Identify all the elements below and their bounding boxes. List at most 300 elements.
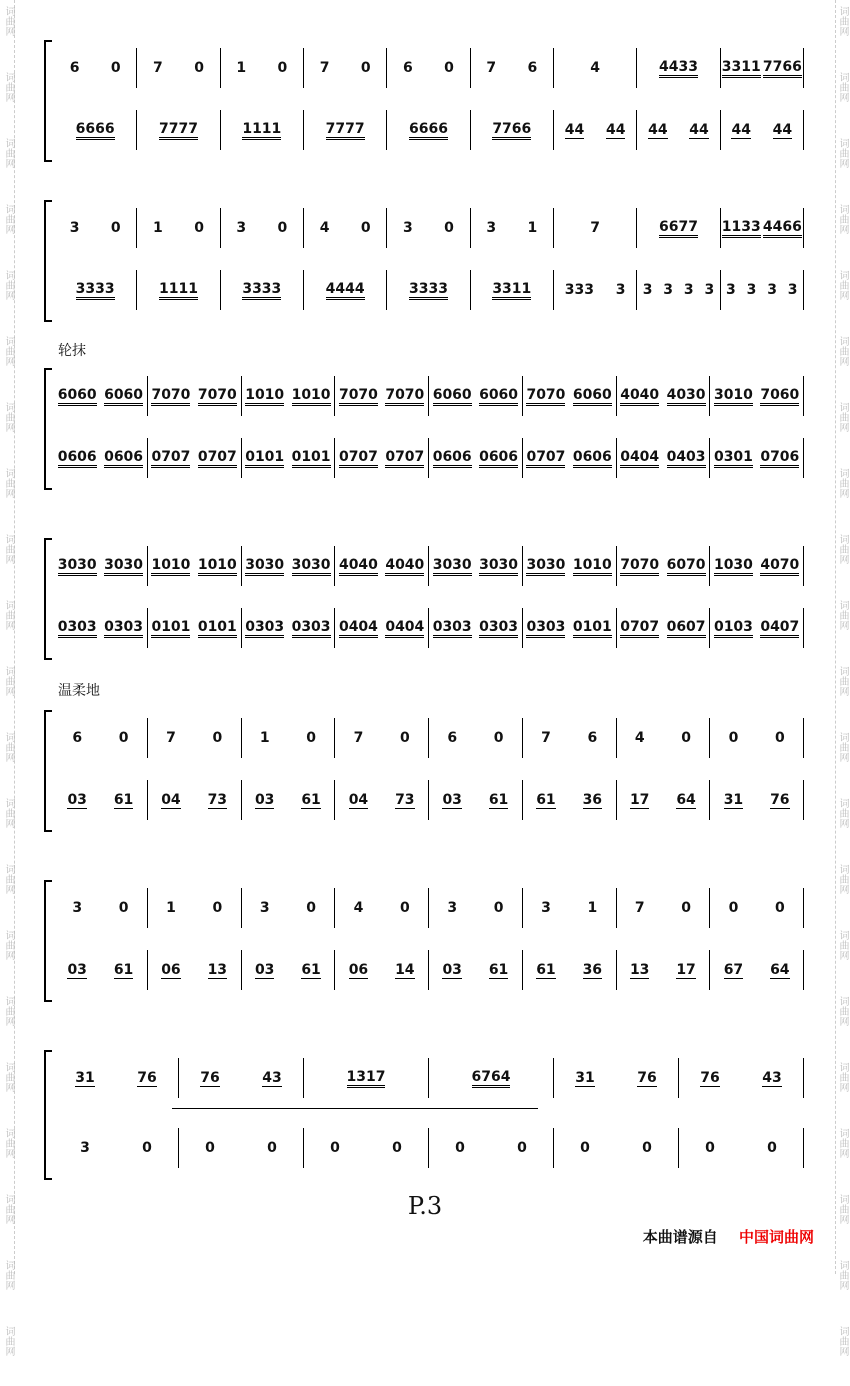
note-group: 4 — [319, 220, 330, 236]
note-group: 43 — [262, 1069, 282, 1086]
note-group: 0 — [493, 900, 504, 916]
note-group: 44 — [772, 121, 793, 138]
measure — [137, 270, 220, 310]
system-brace — [44, 1050, 52, 1180]
note-group: 3 — [403, 220, 413, 236]
note-group: 333 — [564, 282, 595, 298]
note-group: 0707 — [339, 449, 378, 468]
note-group: 0 — [212, 730, 223, 746]
measure — [335, 718, 429, 758]
measure — [471, 48, 554, 88]
technique-label-lunmo: 轮抹 — [58, 343, 86, 359]
note-group: 0 — [306, 900, 316, 916]
note-group: 1010 — [198, 557, 237, 576]
staff-upper — [54, 718, 804, 758]
measure — [137, 110, 220, 150]
note-group: 04 — [348, 791, 369, 808]
measure — [304, 110, 387, 150]
watermark-text: 词曲网 — [837, 1062, 848, 1092]
watermark-text: 词曲网 — [837, 1194, 848, 1224]
measure — [429, 546, 523, 586]
note-group: 6 — [587, 730, 598, 746]
note-group: 0103 — [714, 619, 753, 638]
staff-lower — [54, 110, 804, 150]
note-group: 76 — [700, 1069, 720, 1086]
note-group: 1 — [527, 220, 538, 236]
system-brace — [44, 200, 52, 322]
score-system — [44, 368, 804, 486]
measure — [523, 608, 617, 648]
note-group: 0 — [681, 900, 691, 916]
note-group: 0 — [194, 60, 204, 76]
measure — [617, 950, 711, 990]
watermark-text: 词曲网 — [837, 72, 848, 102]
note-group: 36 — [582, 961, 603, 978]
measure — [523, 950, 617, 990]
note-group: 0303 — [292, 619, 331, 638]
watermark-text: 词曲网 — [837, 996, 848, 1026]
note-group: 0707 — [526, 449, 565, 468]
note-group: 44 — [689, 121, 709, 138]
note-group: 3333 — [76, 281, 115, 300]
measure — [710, 546, 804, 586]
note-group: 3 — [683, 282, 694, 298]
note-group: 0 — [330, 1140, 340, 1156]
note-group: 0 — [455, 1140, 465, 1156]
measure — [523, 780, 617, 820]
note-group: 3 — [704, 282, 715, 298]
measure — [523, 888, 617, 928]
measure — [179, 1128, 304, 1168]
score-system — [44, 538, 804, 656]
note-group: 0606 — [573, 449, 612, 468]
watermark-text: 词曲网 — [837, 798, 848, 828]
staff-upper — [54, 376, 804, 416]
note-group: 4040 — [620, 387, 659, 406]
note-group: 76 — [200, 1069, 220, 1086]
score-system — [44, 710, 804, 828]
source-prefix: 本曲谱源自 — [642, 1228, 718, 1246]
note-group: 3030 — [292, 557, 331, 576]
measure — [710, 950, 804, 990]
watermark-text: 词曲网 — [3, 1194, 14, 1224]
watermark-text: 词曲网 — [837, 402, 848, 432]
note-group: 06 — [348, 961, 369, 978]
measure — [554, 270, 637, 310]
measure — [335, 546, 429, 586]
measure — [710, 888, 804, 928]
note-group: 0706 — [760, 449, 799, 468]
measure — [54, 438, 148, 478]
note-group: 6060 — [104, 387, 143, 406]
note-group: 0303 — [433, 619, 472, 638]
note-group: 1010 — [151, 557, 190, 576]
watermark-text: 词曲网 — [3, 798, 14, 828]
measure — [637, 110, 720, 150]
note-group: 0606 — [479, 449, 518, 468]
note-group: 03 — [67, 791, 87, 808]
watermark-text: 词曲网 — [3, 600, 14, 630]
measure — [335, 438, 429, 478]
staff-upper — [54, 1058, 804, 1098]
watermark-text: 词曲网 — [837, 270, 848, 300]
note-group: 61 — [301, 791, 321, 808]
measure — [304, 48, 387, 88]
note-group: 6 — [69, 60, 80, 76]
note-group: 0 — [277, 60, 288, 76]
measure — [148, 608, 242, 648]
watermark-text: 词曲网 — [837, 1260, 848, 1290]
measure — [429, 438, 523, 478]
measure — [148, 888, 242, 928]
measure — [617, 888, 711, 928]
measure — [242, 718, 336, 758]
note-group: 3 — [486, 220, 497, 236]
watermark-text: 词曲网 — [837, 468, 848, 498]
note-group: 0303 — [58, 619, 97, 638]
measure — [637, 270, 720, 310]
staff-lower — [54, 950, 804, 990]
measure — [221, 48, 304, 88]
note-group: 0707 — [620, 619, 659, 638]
note-group: 44 — [564, 121, 585, 138]
note-group: 0607 — [667, 619, 706, 638]
watermark-text: 词曲网 — [3, 402, 14, 432]
note-group: 61 — [488, 961, 509, 978]
system-brace — [44, 538, 52, 660]
note-group: 7070 — [339, 387, 378, 406]
source-site-link[interactable]: 中国词曲网 — [738, 1228, 814, 1246]
note-group: 4 — [353, 900, 364, 916]
measure — [387, 110, 470, 150]
measure — [679, 1128, 804, 1168]
measure — [710, 718, 804, 758]
note-group: 17 — [629, 791, 650, 808]
measure — [617, 780, 711, 820]
measure — [429, 888, 523, 928]
measure — [721, 110, 804, 150]
measure — [54, 208, 137, 248]
note-group: 14 — [395, 961, 415, 978]
note-group: 61 — [301, 961, 321, 978]
note-group: 0101 — [245, 449, 284, 468]
note-group: 0 — [642, 1140, 652, 1156]
note-group: 0 — [267, 1140, 277, 1156]
note-group: 7070 — [151, 387, 190, 406]
staff-upper — [54, 888, 804, 928]
measure — [523, 546, 617, 586]
watermark-text: 词曲网 — [837, 204, 848, 234]
measure — [429, 780, 523, 820]
note-group: 0 — [444, 60, 454, 76]
note-group: 1 — [259, 730, 270, 746]
note-group: 64 — [676, 791, 696, 808]
note-group: 0 — [118, 730, 129, 746]
measure — [148, 376, 242, 416]
measure — [554, 48, 637, 88]
note-group: 0 — [399, 900, 410, 916]
note-group: 3010 — [714, 387, 753, 406]
note-group: 0 — [705, 1140, 715, 1156]
watermark-text: 词曲网 — [3, 864, 14, 894]
note-group: 0101 — [151, 619, 190, 638]
note-group: 1111 — [242, 121, 281, 140]
note-group: 4 — [590, 60, 600, 76]
note-group: 0101 — [573, 619, 612, 638]
measure — [637, 208, 720, 248]
measure — [179, 1058, 304, 1098]
measure — [429, 608, 523, 648]
measure — [148, 718, 242, 758]
note-group: 3030 — [433, 557, 472, 576]
staff-lower — [54, 608, 804, 648]
note-group: 61 — [488, 791, 509, 808]
measure — [137, 48, 220, 88]
measure — [387, 48, 470, 88]
measure — [617, 438, 711, 478]
note-group: 0606 — [58, 449, 97, 468]
note-group: 7 — [634, 900, 645, 916]
note-group: 0303 — [245, 619, 284, 638]
measure — [304, 270, 387, 310]
measure — [54, 546, 148, 586]
left-watermark-strip — [2, 0, 15, 1356]
note-group: 4466 — [763, 219, 802, 238]
staff-lower — [54, 438, 804, 478]
measure — [471, 110, 554, 150]
note-group: 3311 — [492, 281, 531, 300]
note-group: 44 — [648, 121, 668, 138]
note-group: 6060 — [433, 387, 472, 406]
measure — [429, 1058, 554, 1098]
note-group: 3 — [642, 282, 653, 298]
tie-line — [172, 1108, 538, 1109]
note-group: 1010 — [245, 387, 284, 406]
note-group: 76 — [637, 1069, 657, 1086]
note-group: 4040 — [339, 557, 378, 576]
score-system — [44, 1050, 804, 1176]
watermark-text: 词曲网 — [3, 1326, 14, 1356]
measure — [304, 208, 387, 248]
score-system — [44, 40, 804, 158]
note-group: 3 — [541, 900, 551, 916]
note-group: 3 — [663, 282, 674, 298]
note-group: 3 — [69, 220, 80, 236]
measure — [221, 110, 304, 150]
note-group: 1111 — [159, 281, 198, 300]
note-group: 03 — [442, 961, 462, 978]
note-group: 0 — [774, 900, 785, 916]
note-group: 0606 — [104, 449, 143, 468]
note-group: 0 — [118, 900, 129, 916]
watermark-text: 词曲网 — [3, 930, 14, 960]
watermark-text: 词曲网 — [837, 930, 848, 960]
note-group: 7070 — [620, 557, 659, 576]
note-group: 0 — [205, 1140, 215, 1156]
watermark-text: 词曲网 — [837, 666, 848, 696]
note-group: 0 — [517, 1140, 527, 1156]
measure — [387, 270, 470, 310]
measure — [554, 208, 637, 248]
note-group: 7 — [541, 730, 551, 746]
watermark-text: 词曲网 — [837, 534, 848, 564]
watermark-text: 词曲网 — [3, 6, 14, 36]
watermark-text: 词曲网 — [3, 72, 14, 102]
note-group: 61 — [536, 961, 556, 978]
note-group: 0 — [728, 900, 739, 916]
note-group: 7 — [153, 60, 163, 76]
note-group: 0 — [360, 220, 371, 236]
note-group: 3030 — [479, 557, 518, 576]
measure — [429, 1128, 554, 1168]
note-group: 7 — [353, 730, 364, 746]
measure — [637, 48, 720, 88]
note-group: 44 — [605, 121, 626, 138]
note-group: 0303 — [104, 619, 143, 638]
measure — [54, 376, 148, 416]
measure — [242, 608, 336, 648]
note-group: 4030 — [667, 387, 706, 406]
measure — [429, 718, 523, 758]
watermark-text: 词曲网 — [3, 270, 14, 300]
watermark-text: 词曲网 — [837, 6, 848, 36]
note-group: 0404 — [339, 619, 378, 638]
note-group: 0 — [212, 900, 223, 916]
measure — [335, 950, 429, 990]
score-system — [44, 200, 804, 318]
measure — [148, 438, 242, 478]
note-group: 17 — [676, 961, 696, 978]
note-group: 4 — [634, 730, 645, 746]
note-group: 0 — [142, 1140, 152, 1156]
note-group: 13 — [629, 961, 650, 978]
measure — [242, 950, 336, 990]
staff-upper — [54, 48, 804, 88]
note-group: 7766 — [492, 121, 531, 140]
measure — [710, 438, 804, 478]
note-group: 0707 — [385, 449, 424, 468]
watermark-text: 词曲网 — [837, 732, 848, 762]
watermark-text: 词曲网 — [837, 138, 848, 168]
system-brace — [44, 368, 52, 490]
note-group: 6060 — [573, 387, 612, 406]
note-group: 0 — [444, 220, 454, 236]
note-group: 44 — [731, 121, 751, 138]
note-group: 0 — [392, 1140, 402, 1156]
measure — [721, 270, 804, 310]
measure — [523, 718, 617, 758]
note-group: 31 — [575, 1069, 595, 1086]
note-group: 7777 — [326, 121, 365, 140]
note-group: 3030 — [526, 557, 565, 576]
measure — [54, 48, 137, 88]
note-group: 0707 — [151, 449, 190, 468]
measure — [242, 888, 336, 928]
note-group: 6060 — [479, 387, 518, 406]
measure — [617, 608, 711, 648]
watermark-text: 词曲网 — [3, 1128, 14, 1158]
measure — [387, 208, 470, 248]
measure — [710, 608, 804, 648]
note-group: 6 — [527, 60, 538, 76]
note-group: 7070 — [385, 387, 424, 406]
measure — [429, 376, 523, 416]
note-group: 0407 — [760, 619, 799, 638]
note-group: 6 — [403, 60, 413, 76]
note-group: 0 — [493, 730, 504, 746]
note-group: 3 — [787, 282, 798, 298]
note-group: 3 — [447, 900, 458, 916]
measure — [617, 718, 711, 758]
note-group: 7070 — [198, 387, 237, 406]
note-group: 3030 — [58, 557, 97, 576]
note-group: 3 — [80, 1140, 90, 1156]
note-group: 7070 — [526, 387, 565, 406]
note-group: 3030 — [104, 557, 143, 576]
note-group: 6666 — [409, 121, 448, 140]
watermark-text: 词曲网 — [837, 336, 848, 366]
note-group: 61 — [536, 791, 556, 808]
measure — [54, 950, 148, 990]
note-group: 1010 — [573, 557, 612, 576]
note-group: 3 — [72, 900, 83, 916]
system-brace — [44, 880, 52, 1002]
watermark-text: 词曲网 — [3, 996, 14, 1026]
measure — [721, 208, 804, 248]
note-group: 1030 — [714, 557, 753, 576]
note-group: 7 — [590, 220, 600, 236]
note-group: 0 — [774, 730, 785, 746]
note-group: 61 — [113, 791, 134, 808]
expression-label-wenrou: 温柔地 — [58, 683, 100, 699]
note-group: 7 — [319, 60, 330, 76]
note-group: 31 — [723, 791, 744, 808]
watermark-text: 词曲网 — [3, 1260, 14, 1290]
measure — [54, 1058, 179, 1098]
note-group: 3 — [259, 900, 270, 916]
measure — [242, 546, 336, 586]
measure — [679, 1058, 804, 1098]
note-group: 4040 — [385, 557, 424, 576]
measure — [617, 376, 711, 416]
watermark-text: 词曲网 — [837, 864, 848, 894]
note-group: 0 — [306, 730, 316, 746]
watermark-text: 词曲网 — [837, 1326, 848, 1356]
measure — [335, 608, 429, 648]
measure — [148, 950, 242, 990]
measure — [335, 888, 429, 928]
note-group: 0404 — [385, 619, 424, 638]
note-group: 43 — [762, 1069, 782, 1086]
measure — [54, 780, 148, 820]
note-group: 31 — [75, 1069, 95, 1086]
source-credit — [643, 1226, 814, 1247]
note-group: 0301 — [714, 449, 753, 468]
measure — [710, 780, 804, 820]
measure — [54, 888, 148, 928]
note-group: 3333 — [242, 281, 281, 300]
staff-upper — [54, 546, 804, 586]
note-group: 0101 — [198, 619, 237, 638]
measure — [242, 780, 336, 820]
note-group: 36 — [582, 791, 603, 808]
measure — [335, 376, 429, 416]
measure — [242, 376, 336, 416]
measure — [554, 1058, 679, 1098]
note-group: 3 — [615, 282, 626, 298]
note-group: 6070 — [667, 557, 706, 576]
note-group: 1317 — [347, 1069, 386, 1088]
